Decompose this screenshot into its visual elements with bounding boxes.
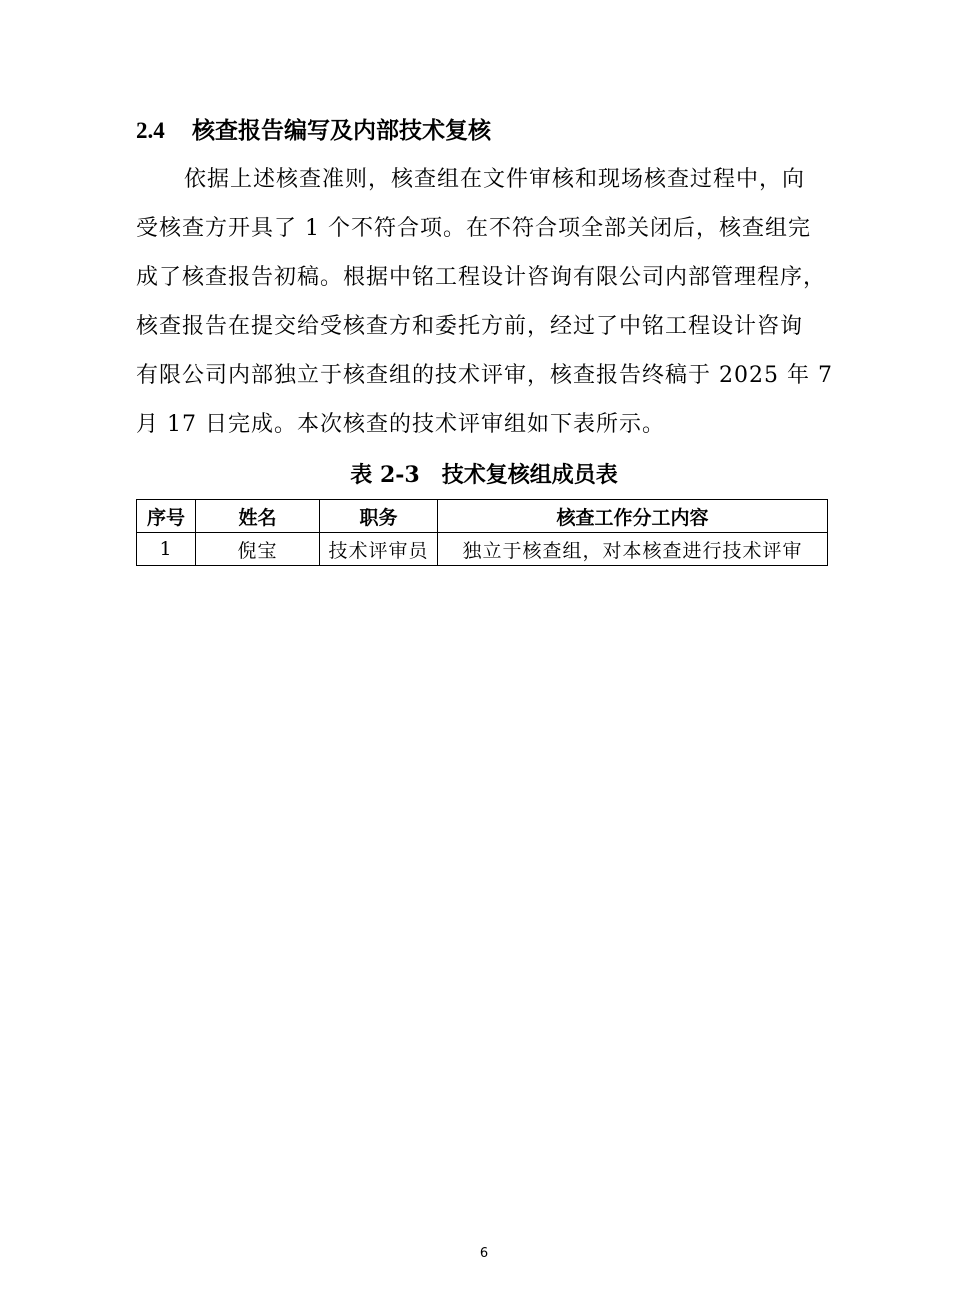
paragraph-line: 成了核查报告初稿。根据中铭工程设计咨询有限公司内部管理程序，	[136, 265, 827, 290]
review-team-table	[136, 499, 828, 566]
cell-index: 1	[137, 533, 196, 566]
header-index: 序号	[137, 500, 196, 533]
section-number: 2.4	[136, 118, 165, 143]
paragraph-line: 依据上述核查准则，核查组在文件审核和现场核查过程中，向	[184, 167, 806, 192]
page-number: 6	[479, 1246, 489, 1261]
table-row	[137, 533, 828, 566]
table-header-row	[137, 500, 828, 533]
cell-position: 技术评审员	[320, 533, 438, 566]
paragraph-line: 受核查方开具了 1 个不符合项。在不符合项全部关闭后，核查组完	[136, 216, 811, 241]
header-duties: 核查工作分工内容	[438, 500, 828, 533]
table-caption: 表 2-3 技术复核组成员表	[350, 462, 618, 488]
body-paragraph	[136, 155, 833, 449]
cell-duties: 独立于核查组，对本核查进行技术评审	[438, 533, 828, 566]
paragraph-line: 核查报告在提交给受核查方和委托方前，经过了中铭工程设计咨询	[136, 314, 804, 339]
header-name: 姓名	[196, 500, 320, 533]
cell-name: 倪宝	[196, 533, 320, 566]
paragraph-line: 月 17 日完成。本次核查的技术评审组如下表所示。	[136, 412, 665, 437]
section-heading	[136, 113, 491, 149]
paragraph-line: 有限公司内部独立于核查组的技术评审，核查报告终稿于 2025 年 7	[136, 363, 833, 388]
header-position: 职务	[320, 500, 438, 533]
section-title: 核查报告编写及内部技术复核	[192, 117, 491, 144]
